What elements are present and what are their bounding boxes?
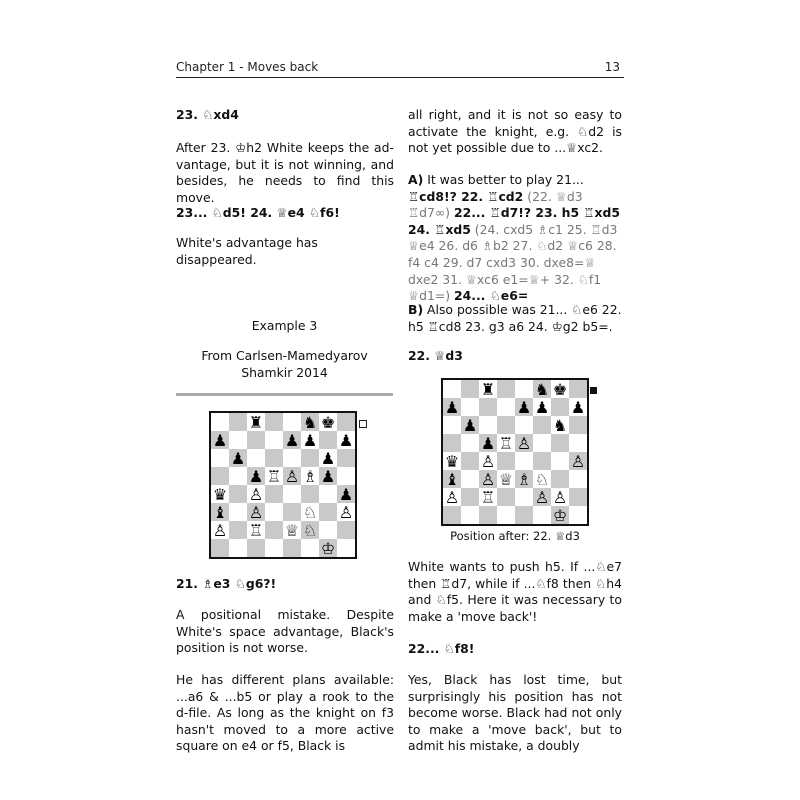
board-2-square-h8 xyxy=(569,380,587,398)
board-2-white-pawn-c3: ♙ xyxy=(480,470,496,489)
board-2-square-f6 xyxy=(533,416,551,434)
left-move-3: 21. ♗e3 ♘g6?! xyxy=(176,576,277,591)
board-1-square-h5 xyxy=(337,467,355,485)
board-1-square-g7 xyxy=(319,431,337,449)
board-2-square-h5 xyxy=(569,434,587,452)
board-1-black-king-g8: ♚ xyxy=(320,413,336,432)
board-2-white-pawn-g2: ♙ xyxy=(552,488,568,507)
board-2-svg xyxy=(443,380,587,524)
left-paragraph-1: After 23. ♔h2 White keeps the advantage, but it is not winning, and besides, he needs to find this move. xyxy=(176,140,394,205)
board-1-square-a6 xyxy=(211,449,229,467)
board-1-white-pawn-c3: ♙ xyxy=(248,503,264,522)
board-2-white-pawn-a2: ♙ xyxy=(444,488,460,507)
board-2-square-d8 xyxy=(497,380,515,398)
board-1-square-d2 xyxy=(265,521,283,539)
board-2-square-b8 xyxy=(461,380,479,398)
board-2-black-king-g8: ♚ xyxy=(552,380,568,399)
example-source: From Carlsen-Mamedyarov xyxy=(201,348,368,363)
board-2-square-e1 xyxy=(515,506,533,524)
board-1-black-pawn-a7: ♟ xyxy=(212,431,228,450)
right-move-2: 22... ♘f8! xyxy=(408,641,475,656)
board-1-white-knight-f3: ♘ xyxy=(302,503,318,522)
board-1-square-a5 xyxy=(211,467,229,485)
board-2-square-c6 xyxy=(479,416,497,434)
board-2-black-pawn-e7: ♟ xyxy=(516,398,532,417)
board-2-black-pawn-b6: ♟ xyxy=(462,416,478,435)
variation-b-text: Also possible was 21... ♘e6 22. h5 ♖cd8 23. g3 a6 24. ♔g2 b5=. xyxy=(408,302,622,334)
board-1-white-pawn-c4: ♙ xyxy=(248,485,264,504)
board-1-square-g2 xyxy=(319,521,337,539)
board-2-square-b1 xyxy=(461,506,479,524)
board-2-square-e6 xyxy=(515,416,533,434)
board-1-square-d3 xyxy=(265,503,283,521)
chapter-title: Chapter 1 - Moves back xyxy=(176,60,319,74)
board-2-square-c7 xyxy=(479,398,497,416)
board-2-square-d1 xyxy=(497,506,515,524)
board-2-square-b3 xyxy=(461,470,479,488)
board-2-white-pawn-c4: ♙ xyxy=(480,452,496,471)
board-1-black-pawn-h4: ♟ xyxy=(338,485,354,504)
board-1-square-h1 xyxy=(337,539,355,557)
chess-board-1 xyxy=(209,411,357,559)
board-1-black-pawn-f7: ♟ xyxy=(302,431,318,450)
board-2-square-g5 xyxy=(551,434,569,452)
board-2-square-d7 xyxy=(497,398,515,416)
board-1-square-g4 xyxy=(319,485,337,503)
board-1-white-pawn-e5: ♙ xyxy=(284,467,300,486)
board-1-white-bishop-f5: ♗ xyxy=(302,467,318,486)
board-2-square-f5 xyxy=(533,434,551,452)
board-2-square-a8 xyxy=(443,380,461,398)
board-2-square-c1 xyxy=(479,506,497,524)
board-2-square-a6 xyxy=(443,416,461,434)
board-2-square-e2 xyxy=(515,488,533,506)
board-1-square-c1 xyxy=(247,539,265,557)
board-2-square-h1 xyxy=(569,506,587,524)
white-to-move-marker xyxy=(359,420,367,428)
board-1-square-f4 xyxy=(301,485,319,503)
board-2-square-h6 xyxy=(569,416,587,434)
board-2-white-rook-d5: ♖ xyxy=(498,434,514,453)
chess-board-2 xyxy=(441,378,589,526)
board-1-black-pawn-c5: ♟ xyxy=(248,467,264,486)
board-1-white-pawn-a2: ♙ xyxy=(212,521,228,540)
board-1-square-d4 xyxy=(265,485,283,503)
board-1-black-knight-f8: ♞ xyxy=(302,413,318,432)
board-1-square-b8 xyxy=(229,413,247,431)
board-1-square-d6 xyxy=(265,449,283,467)
board-1-black-pawn-b6: ♟ xyxy=(230,449,246,468)
board-1-square-d1 xyxy=(265,539,283,557)
board-1-black-rook-c8: ♜ xyxy=(248,413,264,432)
board-1-square-e6 xyxy=(283,449,301,467)
board-2-black-queen-a4: ♛ xyxy=(444,452,460,471)
board-2-black-knight-f8: ♞ xyxy=(534,380,550,399)
board-1-square-b1 xyxy=(229,539,247,557)
variation-a-sub-2: (24. cxd5 ♗c1 25. ♖d3 ♕e4 26. d6 ♗b2 27. ♘d2 ♕c6 28. f4 c4 29. d7 cxd3 30. dxe8=♕ dxe2 31. ♕xc6 e1=♕+ 32. ♘f1 ♕d1=) xyxy=(408,221,618,304)
board-2-black-pawn-f7: ♟ xyxy=(534,398,550,417)
board-1-white-rook-c2: ♖ xyxy=(248,521,264,540)
left-move-1: 23. ♘xd4 xyxy=(176,107,239,122)
board-1-square-e1 xyxy=(283,539,301,557)
board-2-square-b2 xyxy=(461,488,479,506)
board-2-square-a1 xyxy=(443,506,461,524)
board-1-square-d8 xyxy=(265,413,283,431)
board-1-square-f1 xyxy=(301,539,319,557)
board-1-white-king-g1: ♔ xyxy=(320,539,336,557)
left-paragraph-3: A positional mistake. Despite White's space advantage, Black's position is not worse. xyxy=(176,607,394,656)
board-1-square-a1 xyxy=(211,539,229,557)
board-1-square-b5 xyxy=(229,467,247,485)
board-2-square-d4 xyxy=(497,452,515,470)
example-title: Example 3 xyxy=(251,318,318,333)
board-1-square-e8 xyxy=(283,413,301,431)
board-2-white-rook-c2: ♖ xyxy=(480,488,496,507)
board-1-square-b2 xyxy=(229,521,247,539)
board-2-square-g4 xyxy=(551,452,569,470)
variation-b xyxy=(408,302,622,335)
board-2-white-pawn-e5: ♙ xyxy=(516,434,532,453)
board-2-white-pawn-h4: ♙ xyxy=(570,452,586,471)
left-move-2: 23... ♘d5! 24. ♕e4 ♘f6! xyxy=(176,205,340,220)
board-1-svg xyxy=(211,413,355,557)
board-1-white-queen-e2: ♕ xyxy=(284,521,300,540)
board-2-square-h3 xyxy=(569,470,587,488)
board-1-square-a8 xyxy=(211,413,229,431)
board-1-square-b7 xyxy=(229,431,247,449)
board-2-black-pawn-a7: ♟ xyxy=(444,398,460,417)
board-1-black-pawn-g5: ♟ xyxy=(320,467,336,486)
board-1-white-pawn-h3: ♙ xyxy=(338,503,354,522)
board-2-square-e8 xyxy=(515,380,533,398)
left-paragraph-4: He has different plans available: ...a6 & ...b5 or play a rook to the d-file. As long as the knight on f3 hasn't moved to a more active square on e4 or f5, Black is xyxy=(176,672,394,754)
board-1-black-pawn-h7: ♟ xyxy=(338,431,354,450)
board-1-white-knight-f2: ♘ xyxy=(302,521,318,540)
board-2-square-b5 xyxy=(461,434,479,452)
board-1-square-e3 xyxy=(283,503,301,521)
board-1-square-c6 xyxy=(247,449,265,467)
left-paragraph-2: White's advantage has disappeared. xyxy=(176,235,318,267)
board-2-square-a5 xyxy=(443,434,461,452)
board-1-square-g3 xyxy=(319,503,337,521)
black-to-move-marker xyxy=(590,387,597,394)
board-1-white-rook-d5: ♖ xyxy=(266,467,282,486)
board-2-square-e4 xyxy=(515,452,533,470)
example-event: Shamkir 2014 xyxy=(241,365,328,380)
section-separator xyxy=(176,393,393,396)
board-2-square-g7 xyxy=(551,398,569,416)
board-2-square-b4 xyxy=(461,452,479,470)
board-2-caption: Position after: 22. ♕d3 xyxy=(450,529,580,543)
board-1-black-bishop-a3: ♝ xyxy=(212,503,228,522)
variation-b-label: B) xyxy=(408,302,424,317)
variation-a-move-1: ♖cd8!? 22. ♖cd2 xyxy=(408,188,524,204)
board-2-black-knight-g6: ♞ xyxy=(552,416,568,435)
board-1-square-d7 xyxy=(265,431,283,449)
board-2-black-bishop-a3: ♝ xyxy=(444,470,460,489)
board-2-white-queen-d3: ♕ xyxy=(498,470,514,489)
board-2-white-knight-f3: ♘ xyxy=(534,470,550,489)
variation-a-move-2: 22... ♖d7!? 23. h5 ♖xd5 24. ♖xd5 xyxy=(408,205,620,237)
board-1-square-f6 xyxy=(301,449,319,467)
board-1-square-h8 xyxy=(337,413,355,431)
board-2-black-pawn-c5: ♟ xyxy=(480,434,496,453)
board-2-square-f4 xyxy=(533,452,551,470)
right-move-1: 22. ♕d3 xyxy=(408,348,463,363)
board-2-square-g3 xyxy=(551,470,569,488)
right-paragraph-2: White wants to push h5. If ...♘e7 then ♖d7, while if ...♘f8 then ♘h4 and ♘f5. Here it was necessary to make a 'move back'! xyxy=(408,559,622,624)
variation-a-move-3: 24... ♘e6= xyxy=(454,288,529,304)
variation-a-sub-1: (22. ♕d3 ♖d7∞) xyxy=(408,188,583,221)
board-1-black-pawn-e7: ♟ xyxy=(284,431,300,450)
board-2-white-king-g1: ♔ xyxy=(552,506,568,524)
board-1-square-b3 xyxy=(229,503,247,521)
board-2-square-d6 xyxy=(497,416,515,434)
board-1-square-c7 xyxy=(247,431,265,449)
variation-a-intro: It was better to play 21... xyxy=(423,172,584,187)
board-1-black-pawn-g6: ♟ xyxy=(320,449,336,468)
variation-a xyxy=(408,172,622,305)
header-rule xyxy=(176,77,624,78)
board-2-white-pawn-f2: ♙ xyxy=(534,488,550,507)
board-1-square-b4 xyxy=(229,485,247,503)
board-2-square-f1 xyxy=(533,506,551,524)
board-2-black-pawn-h7: ♟ xyxy=(570,398,586,417)
board-2-square-b7 xyxy=(461,398,479,416)
page-header xyxy=(176,60,624,76)
board-1-square-h6 xyxy=(337,449,355,467)
board-1-square-h2 xyxy=(337,521,355,539)
board-2-square-h2 xyxy=(569,488,587,506)
board-2-square-d2 xyxy=(497,488,515,506)
board-1-square-e4 xyxy=(283,485,301,503)
right-paragraph-3: Yes, Black has lost time, but surprisingly his position has not become worse. Black had not only to make a 'move back', but to admit his mistake, a doubly xyxy=(408,672,622,754)
board-2-white-bishop-e3: ♗ xyxy=(516,470,532,489)
page-number: 13 xyxy=(604,60,620,74)
variation-a-label: A) xyxy=(408,172,424,187)
right-paragraph-1: all right, and it is not so easy to activate the knight, e.g. ♘d2 is not yet possible due to ...♕xc2. xyxy=(408,107,622,156)
board-1-black-queen-a4: ♛ xyxy=(212,485,228,504)
board-2-black-rook-c8: ♜ xyxy=(480,380,496,399)
